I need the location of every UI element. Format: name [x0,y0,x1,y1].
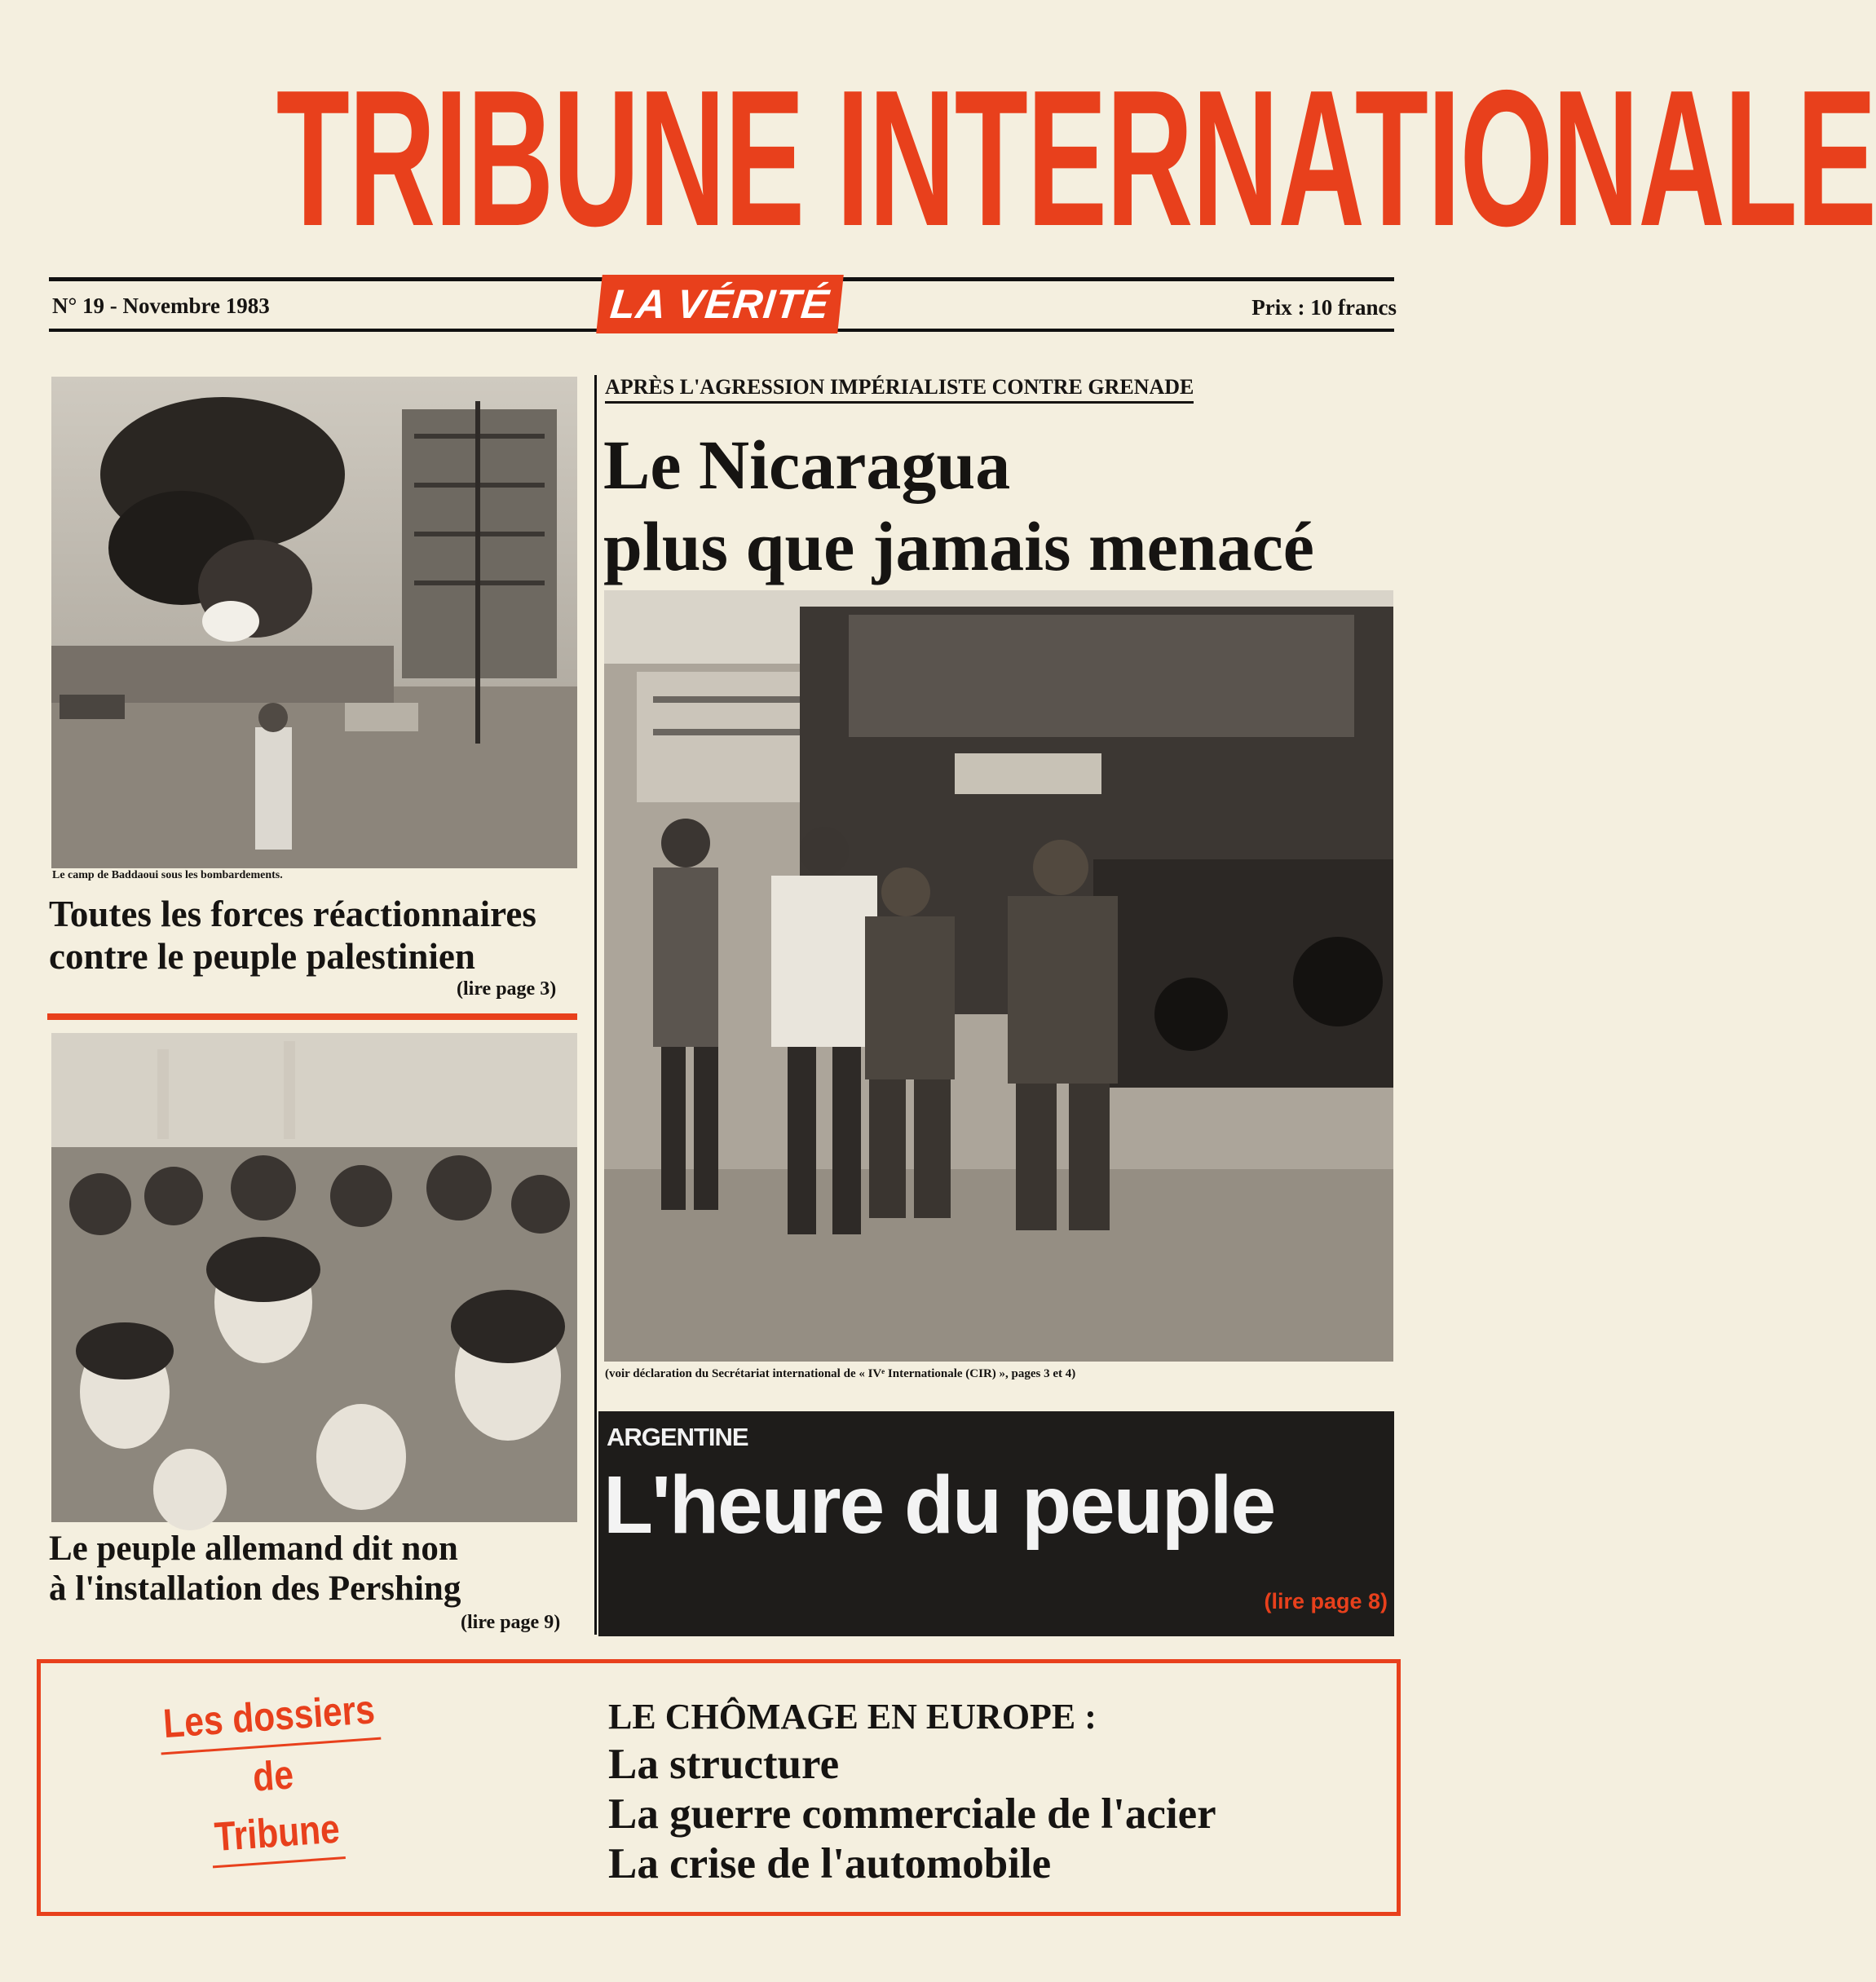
lead-kicker: APRÈS L'AGRESSION IMPÉRIALISTE CONTRE GRENADE [605,375,1194,404]
pershing-headline-line2: à l'installation des Pershing [49,1569,461,1608]
left-red-rule [47,1013,577,1020]
grenada-caption: (voir déclaration du Secrétariat international de « IVᵉ Internationale (CIR) », pages 3 et 4) [605,1367,1076,1380]
dossiers-label-line1: Les dossiers [157,1680,381,1755]
pershing-headline-line1: Le peuple allemand dit non [49,1530,458,1568]
baddaoui-caption: Le camp de Baddaoui sous les bombardements. [52,869,283,881]
dossiers-label-line2: de [251,1751,295,1800]
price: Prix : 10 francs [1251,295,1397,320]
dossiers-item: La guerre commerciale de l'acier [608,1790,1216,1838]
dossiers-title: LE CHÔMAGE EN EUROPE : [608,1697,1097,1737]
german-crowd-photo [51,1033,577,1522]
argentine-kicker: ARGENTINE [607,1423,748,1451]
grenada-tank-photo [604,590,1393,1362]
column-divider [594,375,597,1635]
tank-soldiers-photo-icon [604,590,1393,1362]
palestine-ref: (lire page 3) [457,978,557,1000]
argentine-ref: (lire page 8) [1264,1589,1388,1613]
masthead-title: TRIBUNE INTERNATIONALE [276,51,1876,267]
lead-headline-line2: plus que jamais menacé [603,507,1314,585]
lead-headline-line1: Le Nicaragua [603,426,1011,504]
issue-number: N° 19 - Novembre 1983 [52,294,270,318]
dossiers-item: La structure [608,1741,840,1788]
fire-smoke-photo-icon [51,377,577,868]
palestine-headline-line1: Toutes les forces réactionnaires [49,894,536,934]
argentine-headline: L'heure du peuple [603,1459,1275,1551]
argentine-box [598,1411,1394,1636]
dossiers-label-line3: Tribune [209,1799,346,1868]
baddaoui-camp-photo [51,377,577,868]
dossiers-label [122,1688,424,1864]
palestine-headline-line2: contre le peuple palestinien [49,936,475,977]
pershing-ref: (lire page 9) [461,1612,561,1633]
la-verite-logo: LA VÉRITÉ [596,275,844,333]
dossiers-item: La crise de l'automobile [608,1840,1052,1887]
crowd-photo-icon [51,1033,577,1522]
